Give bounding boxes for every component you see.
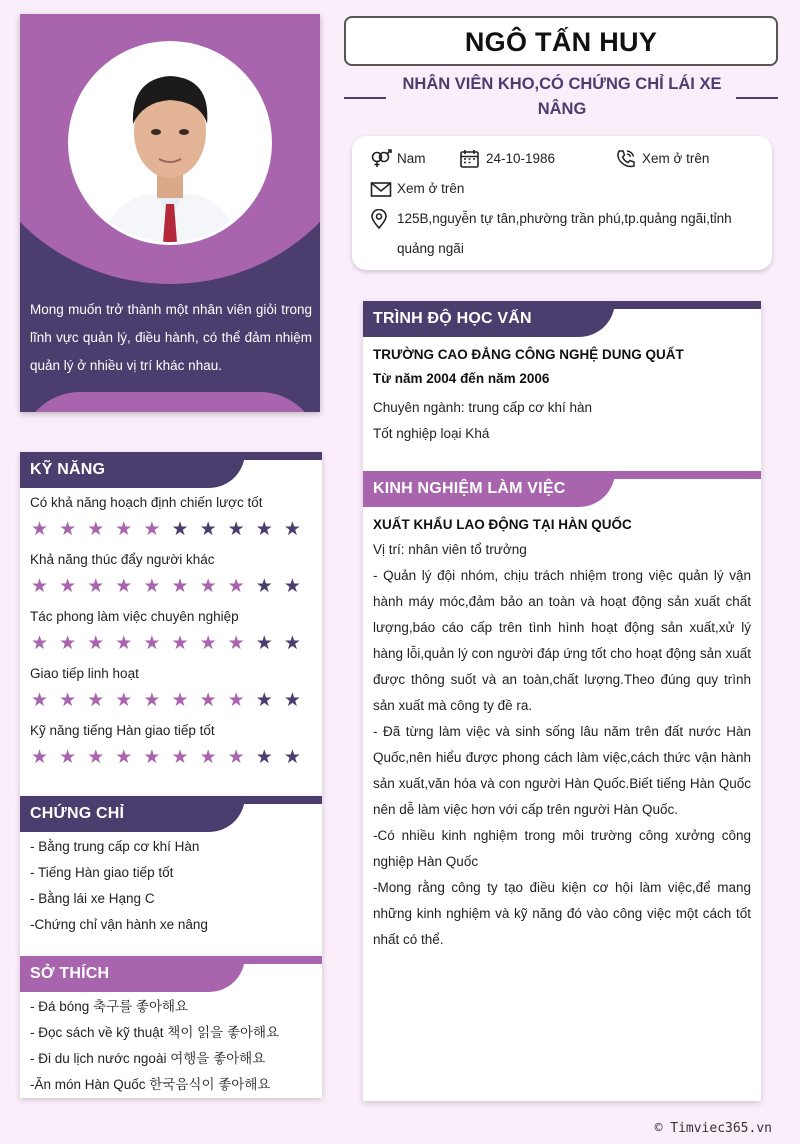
certificate-list (20, 832, 322, 938)
hobbies-section (20, 956, 322, 1098)
star-icon: ★ (87, 576, 105, 597)
star-icon: ★ (115, 633, 133, 654)
star-icon: ★ (115, 690, 133, 711)
skill-rating (30, 744, 312, 773)
skill-name: Tác phong làm việc chuyên nghiệp (30, 609, 239, 624)
star-icon: ★ (31, 519, 49, 540)
company-name: XUẤT KHẨU LAO ĐỘNG TẠI HÀN QUỐC (373, 517, 632, 532)
experience-title: KINH NGHIỆM LÀM VIỆC (373, 480, 566, 497)
experience-header (363, 471, 761, 507)
avatar (68, 41, 272, 245)
star-icon: ★ (59, 690, 77, 711)
skill-name: Có khả năng hoạch định chiến lược tốt (30, 495, 263, 510)
calendar-icon (459, 149, 481, 169)
star-icon: ★ (283, 519, 301, 540)
star-icon: ★ (255, 576, 273, 597)
skill-item (20, 659, 322, 716)
profile-card (20, 14, 320, 412)
star-icon: ★ (255, 633, 273, 654)
star-icon: ★ (255, 747, 273, 768)
star-icon: ★ (227, 690, 245, 711)
star-icon: ★ (283, 576, 301, 597)
birthday-value: 24-10-1986 (486, 151, 556, 166)
star-icon: ★ (255, 519, 273, 540)
education-entry (363, 337, 761, 447)
star-icon: ★ (31, 747, 49, 768)
graduation-grade: Tốt nghiệp loại Khá (373, 426, 490, 441)
star-icon: ★ (171, 576, 189, 597)
position: Vị trí: nhân viên tổ trưởng (373, 542, 527, 557)
star-icon: ★ (171, 633, 189, 654)
contact-card (352, 136, 772, 270)
star-icon: ★ (283, 633, 301, 654)
experience-paragraph: -Có nhiều kinh nghiệm trong môi trường công xưởng công nghiệp Hàn Quốc (373, 828, 751, 869)
star-icon: ★ (227, 633, 245, 654)
hobby-item: - Đá bóng 축구를 좋아해요 (30, 999, 189, 1014)
experience-paragraph: -Mong rằng công ty tạo điều kiện cơ hội làm việc,để mang những kinh nghiệm và kỹ năng đó vào công việc một cách tốt nhất có thể. (373, 880, 751, 947)
skill-name: Khả năng thúc đẩy người khác (30, 552, 215, 567)
star-icon: ★ (199, 519, 217, 540)
star-icon: ★ (59, 747, 77, 768)
experience-paragraph: - Quản lý đội nhóm, chịu trách nhiệm trong việc quản lý vận hành máy móc,đảm bảo an toàn và hoạt động sản xuất chất lượng,báo cáo cấp trên tình hình hoạt động sản xuất,xử lý hàng lỗi,quản lý con người đáp ứng tốt cho hoạt động sản xuất được thông suốt và an toàn,chất lượng.Theo đúng quy trình sản xuất mà công ty đề ra. (373, 568, 751, 713)
career-objective: Mong muốn trở thành một nhân viên giỏi trong lĩnh vực quản lý, điều hành, có thể đảm nhiệm quản lý ở nhiều vị trí khác nhau. (30, 302, 312, 373)
certificate-item: - Bằng lái xe Hạng C (30, 891, 155, 906)
star-icon: ★ (227, 576, 245, 597)
gender-icon (370, 149, 392, 169)
star-icon: ★ (227, 519, 245, 540)
certificate-item: -Chứng chỉ vận hành xe nâng (30, 917, 208, 932)
hobby-item: - Đi du lịch nước ngoài 여행을 좋아해요 (30, 1051, 266, 1066)
address-value: 125B,nguyễn tự tân,phường trần phú,tp.quảng ngãi,tỉnh quảng ngãi (397, 211, 732, 256)
star-icon: ★ (59, 519, 77, 540)
experience-paragraph: - Đã từng làm việc và sinh sống lâu năm trên đất nước Hàn Quốc,nên hiểu được phong cách làm việc,cách thức vận hành sản xuất,văn hóa và con người Hàn Quốc.Biết tiếng Hàn Quốc nên dễ làm việc hơn với cấp trên người Hàn Quốc. (373, 724, 751, 817)
skill-item (20, 716, 322, 773)
skill-item (20, 602, 322, 659)
star-icon: ★ (87, 633, 105, 654)
hobby-item: - Đọc sách về kỹ thuật 책이 읽을 좋아해요 (30, 1025, 280, 1040)
star-icon: ★ (199, 576, 217, 597)
star-icon: ★ (283, 690, 301, 711)
hobby-item: -Ăn món Hàn Quốc 한국음식이 좋아해요 (30, 1077, 271, 1092)
phone-icon (615, 149, 637, 169)
main-content-panel (363, 301, 761, 1101)
certificate-item: - Bằng trung cấp cơ khí Hàn (30, 839, 200, 854)
certificates-header (20, 796, 322, 832)
star-icon: ★ (171, 747, 189, 768)
skill-name: Kỹ năng tiếng Hàn giao tiếp tốt (30, 723, 215, 738)
envelope-icon (370, 179, 392, 199)
star-icon: ★ (87, 690, 105, 711)
major: Chuyên ngành: trung cấp cơ khí hàn (373, 400, 592, 415)
star-icon: ★ (59, 576, 77, 597)
skill-item (20, 545, 322, 602)
star-icon: ★ (143, 633, 161, 654)
star-icon: ★ (199, 747, 217, 768)
skill-item (20, 488, 322, 545)
skill-rating (30, 573, 312, 602)
star-icon: ★ (255, 690, 273, 711)
experience-entry (363, 507, 761, 953)
star-icon: ★ (87, 747, 105, 768)
full-name: NGÔ TẤN HUY (464, 27, 658, 57)
certificate-item: - Tiếng Hàn giao tiếp tốt (30, 865, 174, 880)
skill-rating (30, 630, 312, 659)
hobbies-title: SỞ THÍCH (30, 965, 110, 982)
skills-section (20, 452, 322, 796)
email-value: Xem ở trên (397, 181, 465, 196)
school-name: TRƯỜNG CAO ĐẲNG CÔNG NGHỆ DUNG QUẤT (373, 347, 684, 362)
star-icon: ★ (59, 633, 77, 654)
star-icon: ★ (227, 747, 245, 768)
star-icon: ★ (171, 690, 189, 711)
star-icon: ★ (31, 576, 49, 597)
skill-name: Giao tiếp linh hoạt (30, 666, 139, 681)
skills-header (20, 452, 322, 488)
star-icon: ★ (143, 576, 161, 597)
education-title: TRÌNH ĐỘ HỌC VẤN (373, 310, 532, 327)
skill-list (20, 488, 322, 773)
profile-footer-arc (20, 392, 320, 412)
job-title: NHÂN VIÊN KHO,CÓ CHỨNG CHỈ LÁI XE NÂNG (402, 75, 722, 118)
star-icon: ★ (143, 690, 161, 711)
skills-title: KỸ NĂNG (30, 461, 106, 478)
star-icon: ★ (199, 633, 217, 654)
skill-rating (30, 687, 312, 716)
hobby-list (20, 992, 322, 1098)
phone-value: Xem ở trên (642, 151, 710, 166)
star-icon: ★ (31, 690, 49, 711)
skill-rating (30, 516, 312, 545)
gender-value: Nam (397, 151, 426, 166)
job-title-divider-left (344, 97, 386, 99)
education-header (363, 301, 761, 337)
star-icon: ★ (283, 747, 301, 768)
certificates-section (20, 796, 322, 956)
star-icon: ★ (143, 519, 161, 540)
star-icon: ★ (115, 747, 133, 768)
name-box (344, 16, 778, 66)
star-icon: ★ (199, 690, 217, 711)
star-icon: ★ (31, 633, 49, 654)
star-icon: ★ (87, 519, 105, 540)
star-icon: ★ (115, 576, 133, 597)
star-icon: ★ (171, 519, 189, 540)
study-period: Từ năm 2004 đến năm 2006 (373, 371, 550, 386)
star-icon: ★ (115, 519, 133, 540)
footer-copyright: © Timviec365.vn (654, 1121, 772, 1136)
map-pin-icon (370, 209, 392, 229)
star-icon: ★ (143, 747, 161, 768)
job-title-divider-right (736, 97, 778, 99)
hobbies-header (20, 956, 322, 992)
certificates-title: CHỨNG CHỈ (30, 805, 125, 822)
